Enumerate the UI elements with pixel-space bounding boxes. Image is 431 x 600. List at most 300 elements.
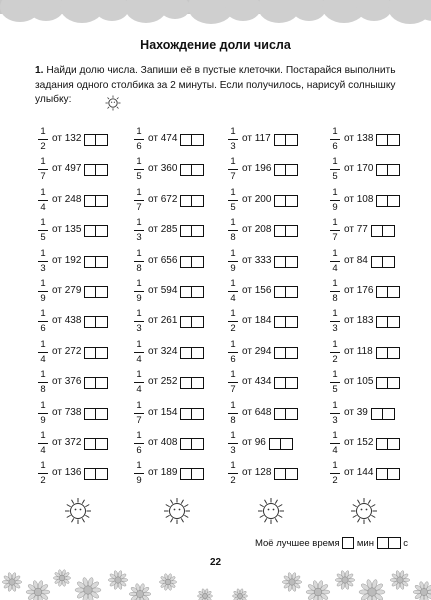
fraction-numerator: 1 bbox=[230, 126, 236, 137]
fraction-bar bbox=[134, 291, 144, 292]
answer-boxes[interactable] bbox=[274, 164, 298, 176]
fraction-numerator: 1 bbox=[136, 369, 142, 381]
answer-boxes[interactable] bbox=[180, 468, 204, 480]
fraction-bar bbox=[330, 139, 340, 140]
answer-boxes[interactable] bbox=[84, 468, 108, 480]
answer-boxes[interactable] bbox=[376, 195, 400, 207]
fraction-numerator: 1 bbox=[230, 156, 236, 168]
fraction-denominator: 5 bbox=[332, 171, 338, 183]
fraction-bar bbox=[330, 382, 340, 383]
answer-boxes[interactable] bbox=[180, 134, 204, 146]
fraction-numerator: 1 bbox=[40, 156, 46, 168]
fraction-bar bbox=[134, 261, 144, 262]
answer-boxes[interactable] bbox=[274, 408, 298, 420]
expression-text: от 184 bbox=[242, 315, 272, 327]
fraction-bar bbox=[330, 321, 340, 322]
best-time-label: Моё лучшее время bbox=[255, 537, 340, 549]
expression-text: от 272 bbox=[52, 345, 82, 357]
fraction-denominator: 5 bbox=[230, 201, 236, 213]
cloud bbox=[292, 0, 326, 21]
fraction bbox=[134, 309, 144, 334]
expression-text: от 372 bbox=[52, 437, 82, 448]
fraction-bar bbox=[330, 352, 340, 353]
expression-text: от 360 bbox=[148, 163, 178, 175]
answer-boxes[interactable] bbox=[274, 195, 298, 207]
fraction-numerator: 1 bbox=[230, 369, 236, 381]
fraction-denominator: 3 bbox=[332, 323, 338, 335]
expression-text: от 285 bbox=[148, 224, 178, 236]
fraction-bar bbox=[134, 321, 144, 322]
fraction-bar bbox=[134, 473, 144, 474]
fraction-denominator: 3 bbox=[230, 141, 236, 152]
fraction-bar bbox=[134, 413, 144, 414]
cloud bbox=[225, 0, 261, 21]
fraction-denominator: 3 bbox=[136, 232, 142, 244]
answer-boxes[interactable] bbox=[376, 164, 400, 176]
fraction-bar bbox=[330, 261, 340, 262]
fraction-denominator: 5 bbox=[332, 384, 338, 396]
expression-text: от 594 bbox=[148, 285, 178, 296]
expression-text: от 434 bbox=[242, 376, 272, 388]
fraction bbox=[330, 370, 340, 395]
answer-boxes[interactable] bbox=[376, 438, 400, 450]
answer-boxes[interactable] bbox=[376, 468, 400, 480]
expression-text: от 376 bbox=[52, 376, 82, 388]
minutes-box[interactable] bbox=[342, 537, 354, 549]
answer-boxes[interactable] bbox=[180, 286, 204, 298]
sun-icon[interactable] bbox=[163, 497, 191, 525]
answer-boxes[interactable] bbox=[371, 225, 395, 237]
task-text: Найди долю числа. Запиши её в пустые клеточки. Постарайся выполнить задания одного столбика за 2 минуты. Если получилось, нарисуй солнышку улыбку: bbox=[35, 65, 396, 105]
fraction-denominator: 9 bbox=[230, 262, 236, 274]
fraction-denominator: 8 bbox=[40, 384, 46, 396]
fraction bbox=[38, 431, 48, 456]
fraction-bar bbox=[330, 291, 340, 292]
fraction-bar bbox=[228, 169, 238, 170]
expression-text: от 208 bbox=[242, 224, 272, 236]
expression-text: от 738 bbox=[52, 406, 82, 418]
seconds-box[interactable] bbox=[377, 537, 401, 549]
answer-boxes[interactable] bbox=[376, 286, 400, 298]
answer-boxes[interactable] bbox=[84, 408, 108, 420]
fraction-denominator: 6 bbox=[40, 323, 46, 335]
fraction-denominator: 8 bbox=[230, 414, 236, 426]
fraction bbox=[228, 127, 238, 152]
expression-text: от 128 bbox=[242, 467, 272, 479]
fraction-bar bbox=[38, 200, 48, 201]
fraction-numerator: 1 bbox=[136, 247, 142, 259]
fraction bbox=[330, 401, 340, 426]
fraction bbox=[228, 461, 238, 486]
expression-text: от 117 bbox=[242, 133, 271, 144]
fraction-bar bbox=[228, 261, 238, 262]
answer-boxes[interactable] bbox=[274, 256, 298, 268]
fraction bbox=[38, 127, 48, 152]
expression-text: от 497 bbox=[52, 163, 82, 175]
expression-text: от 200 bbox=[242, 193, 272, 205]
fraction-denominator: 9 bbox=[40, 414, 46, 426]
fraction bbox=[38, 188, 48, 213]
fraction-numerator: 1 bbox=[230, 186, 236, 198]
fraction bbox=[134, 401, 144, 426]
fraction-numerator: 1 bbox=[230, 278, 236, 289]
answer-boxes[interactable] bbox=[274, 286, 298, 298]
fraction-denominator: 6 bbox=[230, 353, 236, 365]
expression-text: от 261 bbox=[148, 315, 178, 327]
fraction-bar bbox=[228, 413, 238, 414]
fraction bbox=[228, 309, 238, 334]
fraction-bar bbox=[330, 200, 340, 201]
expression-text: от 333 bbox=[242, 254, 272, 266]
fraction-bar bbox=[228, 321, 238, 322]
fraction-bar bbox=[228, 230, 238, 231]
fraction-numerator: 1 bbox=[40, 399, 46, 411]
expression-text: от 474 bbox=[148, 133, 178, 144]
fraction-bar bbox=[330, 443, 340, 444]
fraction-bar bbox=[228, 200, 238, 201]
fraction-denominator: 2 bbox=[332, 353, 338, 365]
fraction bbox=[330, 340, 340, 365]
fraction-numerator: 1 bbox=[136, 308, 142, 320]
expression-text: от 136 bbox=[52, 467, 82, 479]
fraction bbox=[38, 370, 48, 395]
answer-boxes[interactable] bbox=[180, 164, 204, 176]
page-title: Нахождение доли числа bbox=[140, 38, 291, 52]
sun-icon[interactable] bbox=[64, 497, 92, 525]
answer-boxes[interactable] bbox=[84, 256, 108, 268]
answer-boxes[interactable] bbox=[84, 225, 108, 237]
answer-boxes[interactable] bbox=[84, 347, 108, 359]
answer-boxes[interactable] bbox=[180, 225, 204, 237]
answer-boxes[interactable] bbox=[84, 286, 108, 298]
fraction-bar bbox=[38, 291, 48, 292]
fraction bbox=[38, 157, 48, 182]
fraction-numerator: 1 bbox=[40, 430, 46, 441]
fraction-numerator: 1 bbox=[40, 369, 46, 381]
fraction bbox=[38, 279, 48, 304]
answer-boxes[interactable] bbox=[376, 316, 400, 328]
fraction-denominator: 3 bbox=[230, 445, 236, 456]
fraction-numerator: 1 bbox=[136, 399, 142, 411]
fraction bbox=[228, 218, 238, 243]
fraction-denominator: 5 bbox=[40, 232, 46, 244]
fraction-bar bbox=[38, 230, 48, 231]
fraction-denominator: 3 bbox=[136, 323, 142, 335]
fraction-numerator: 1 bbox=[230, 430, 236, 441]
fraction-denominator: 2 bbox=[40, 141, 46, 152]
expression-text: от 132 bbox=[52, 133, 82, 144]
fraction bbox=[38, 461, 48, 486]
fraction-numerator: 1 bbox=[332, 369, 338, 381]
expression-text: от 144 bbox=[344, 467, 374, 479]
fraction-numerator: 1 bbox=[40, 126, 46, 137]
fraction-denominator: 7 bbox=[136, 201, 142, 213]
fraction-denominator: 4 bbox=[332, 445, 338, 456]
fraction-denominator: 6 bbox=[332, 141, 338, 152]
fraction-denominator: 6 bbox=[136, 445, 142, 456]
answer-boxes[interactable] bbox=[274, 347, 298, 359]
fraction-numerator: 1 bbox=[230, 217, 236, 229]
fraction-numerator: 1 bbox=[40, 308, 46, 320]
fraction-numerator: 1 bbox=[332, 217, 338, 229]
fraction-bar bbox=[134, 200, 144, 201]
fraction-bar bbox=[228, 473, 238, 474]
fraction bbox=[134, 188, 144, 213]
fraction-bar bbox=[330, 473, 340, 474]
expression-text: от 324 bbox=[148, 345, 178, 357]
fraction bbox=[330, 127, 340, 152]
fraction bbox=[134, 431, 144, 456]
fraction bbox=[134, 218, 144, 243]
expression-text: от 672 bbox=[148, 193, 178, 205]
sun-icon bbox=[105, 95, 121, 111]
fraction-denominator: 9 bbox=[40, 293, 46, 304]
fraction bbox=[228, 401, 238, 426]
fraction-denominator: 9 bbox=[332, 201, 338, 213]
fraction-bar bbox=[134, 443, 144, 444]
answer-boxes[interactable] bbox=[84, 164, 108, 176]
fraction-denominator: 4 bbox=[230, 293, 236, 304]
fraction-numerator: 1 bbox=[136, 126, 142, 137]
fraction-numerator: 1 bbox=[40, 186, 46, 198]
seconds-label: с bbox=[403, 537, 408, 549]
fraction-bar bbox=[134, 139, 144, 140]
expression-text: от 96 bbox=[242, 437, 266, 448]
answer-boxes[interactable] bbox=[274, 468, 298, 480]
fraction-numerator: 1 bbox=[40, 338, 46, 350]
fraction-bar bbox=[228, 291, 238, 292]
cloud-border bbox=[0, 0, 431, 34]
fraction-denominator: 2 bbox=[230, 475, 236, 487]
answer-boxes[interactable] bbox=[371, 408, 395, 420]
fraction bbox=[228, 340, 238, 365]
expression-text: от 105 bbox=[344, 376, 374, 388]
best-time bbox=[255, 537, 408, 549]
fraction-denominator: 4 bbox=[40, 353, 46, 365]
fraction-denominator: 8 bbox=[136, 262, 142, 274]
fraction-numerator: 1 bbox=[230, 399, 236, 411]
expression-text: от 248 bbox=[52, 193, 82, 205]
expression-text: от 438 bbox=[52, 315, 82, 327]
fraction-numerator: 1 bbox=[136, 338, 142, 350]
fraction-denominator: 8 bbox=[332, 293, 338, 304]
fraction-numerator: 1 bbox=[332, 308, 338, 320]
cloud bbox=[95, 0, 129, 21]
fraction-bar bbox=[38, 169, 48, 170]
expression-text: от 156 bbox=[242, 285, 272, 296]
fraction-numerator: 1 bbox=[332, 247, 338, 259]
fraction-bar bbox=[228, 139, 238, 140]
fraction bbox=[38, 401, 48, 426]
fraction-bar bbox=[134, 382, 144, 383]
fraction-numerator: 1 bbox=[40, 247, 46, 259]
expression-text: от 279 bbox=[52, 285, 82, 296]
fraction-numerator: 1 bbox=[136, 186, 142, 198]
fraction bbox=[228, 249, 238, 274]
answer-boxes[interactable] bbox=[180, 438, 204, 450]
fraction-denominator: 5 bbox=[136, 171, 142, 183]
expression-text: от 196 bbox=[242, 163, 272, 175]
expression-text: от 656 bbox=[148, 254, 178, 266]
fraction bbox=[330, 218, 340, 243]
answer-boxes[interactable] bbox=[84, 377, 108, 389]
expression-text: от 39 bbox=[344, 406, 368, 418]
fraction-bar bbox=[38, 139, 48, 140]
expression-text: от 183 bbox=[344, 315, 374, 327]
fraction-numerator: 1 bbox=[332, 186, 338, 198]
expression-text: от 84 bbox=[344, 254, 368, 266]
answer-boxes[interactable] bbox=[180, 347, 204, 359]
expression-text: от 294 bbox=[242, 345, 272, 357]
fraction bbox=[134, 127, 144, 152]
fraction bbox=[228, 188, 238, 213]
fraction-denominator: 4 bbox=[136, 353, 142, 365]
fraction-numerator: 1 bbox=[136, 278, 142, 289]
fraction-numerator: 1 bbox=[136, 430, 142, 441]
answer-boxes[interactable] bbox=[376, 134, 400, 146]
fraction-bar bbox=[38, 382, 48, 383]
expression-text: от 252 bbox=[148, 376, 178, 388]
expression-text: от 118 bbox=[344, 345, 373, 357]
fraction-numerator: 1 bbox=[230, 460, 236, 472]
answer-boxes[interactable] bbox=[274, 134, 298, 146]
fraction-denominator: 4 bbox=[136, 384, 142, 396]
fraction-bar bbox=[38, 261, 48, 262]
fraction-denominator: 7 bbox=[230, 171, 236, 183]
fraction-bar bbox=[228, 352, 238, 353]
fraction-denominator: 7 bbox=[40, 171, 46, 183]
expression-text: от 152 bbox=[344, 437, 374, 448]
fraction-numerator: 1 bbox=[136, 156, 142, 168]
fraction-denominator: 9 bbox=[136, 475, 142, 487]
fraction-numerator: 1 bbox=[332, 399, 338, 411]
fraction-bar bbox=[134, 169, 144, 170]
fraction-bar bbox=[228, 382, 238, 383]
answer-boxes[interactable] bbox=[274, 225, 298, 237]
fraction bbox=[134, 249, 144, 274]
expression-text: от 154 bbox=[148, 406, 178, 418]
expression-text: от 108 bbox=[344, 193, 374, 205]
fraction-denominator: 3 bbox=[332, 414, 338, 426]
fraction bbox=[330, 279, 340, 304]
expression-text: от 648 bbox=[242, 406, 272, 418]
fraction bbox=[134, 461, 144, 486]
sun-icon[interactable] bbox=[257, 497, 285, 525]
answer-boxes[interactable] bbox=[269, 438, 293, 450]
fraction-denominator: 8 bbox=[230, 232, 236, 244]
page-number: 22 bbox=[209, 557, 222, 568]
fraction bbox=[228, 370, 238, 395]
fraction-bar bbox=[330, 169, 340, 170]
answer-boxes[interactable] bbox=[274, 377, 298, 389]
fraction bbox=[330, 188, 340, 213]
fraction-bar bbox=[330, 413, 340, 414]
answer-boxes[interactable] bbox=[180, 316, 204, 328]
fraction-bar bbox=[38, 321, 48, 322]
answer-boxes[interactable] bbox=[180, 377, 204, 389]
expression-text: от 408 bbox=[148, 437, 178, 448]
fraction bbox=[228, 431, 238, 456]
fraction-numerator: 1 bbox=[230, 338, 236, 350]
fraction-denominator: 4 bbox=[332, 262, 338, 274]
fraction bbox=[38, 309, 48, 334]
answer-boxes[interactable] bbox=[376, 347, 400, 359]
fraction bbox=[330, 461, 340, 486]
answer-boxes[interactable] bbox=[274, 316, 298, 328]
fraction-bar bbox=[38, 352, 48, 353]
fraction bbox=[38, 249, 48, 274]
fraction-denominator: 7 bbox=[230, 384, 236, 396]
answer-boxes[interactable] bbox=[371, 256, 395, 268]
cloud bbox=[356, 0, 392, 21]
answer-boxes[interactable] bbox=[84, 438, 108, 450]
fraction-numerator: 1 bbox=[332, 460, 338, 472]
fraction-numerator: 1 bbox=[136, 217, 142, 229]
fraction-denominator: 3 bbox=[40, 262, 46, 274]
fraction-numerator: 1 bbox=[40, 217, 46, 229]
fraction-numerator: 1 bbox=[332, 338, 338, 350]
fraction bbox=[38, 340, 48, 365]
fraction-denominator: 6 bbox=[136, 141, 142, 152]
fraction-bar bbox=[134, 352, 144, 353]
expression-text: от 135 bbox=[52, 224, 82, 236]
minutes-label: мин bbox=[356, 537, 374, 549]
fraction bbox=[330, 157, 340, 182]
sun-icon[interactable] bbox=[350, 497, 378, 525]
fraction-bar bbox=[38, 413, 48, 414]
fraction-numerator: 1 bbox=[332, 156, 338, 168]
answer-boxes[interactable] bbox=[376, 377, 400, 389]
answer-boxes[interactable] bbox=[180, 408, 204, 420]
fraction bbox=[38, 218, 48, 243]
answer-boxes[interactable] bbox=[180, 195, 204, 207]
fraction bbox=[134, 157, 144, 182]
answer-boxes[interactable] bbox=[84, 316, 108, 328]
fraction bbox=[330, 309, 340, 334]
fraction-numerator: 1 bbox=[332, 126, 338, 137]
fraction-bar bbox=[228, 443, 238, 444]
answer-boxes[interactable] bbox=[84, 195, 108, 207]
task-number: 1. bbox=[35, 65, 44, 76]
fraction-denominator: 9 bbox=[136, 293, 142, 304]
answer-boxes[interactable] bbox=[180, 256, 204, 268]
fraction-bar bbox=[134, 230, 144, 231]
cloud bbox=[160, 0, 190, 19]
fraction-denominator: 7 bbox=[332, 232, 338, 244]
expression-text: от 138 bbox=[344, 133, 374, 144]
fraction-denominator: 2 bbox=[230, 323, 236, 335]
expression-text: от 176 bbox=[344, 285, 374, 296]
fraction-numerator: 1 bbox=[332, 430, 338, 441]
fraction bbox=[134, 279, 144, 304]
fraction-denominator: 2 bbox=[40, 475, 46, 487]
fraction bbox=[134, 370, 144, 395]
fraction-numerator: 1 bbox=[230, 247, 236, 259]
fraction-denominator: 4 bbox=[40, 445, 46, 456]
fraction-bar bbox=[38, 443, 48, 444]
expression-text: от 77 bbox=[344, 224, 368, 236]
fraction bbox=[228, 279, 238, 304]
task-instructions bbox=[35, 64, 407, 108]
fraction-bar bbox=[38, 473, 48, 474]
fraction-denominator: 7 bbox=[136, 414, 142, 426]
fraction-numerator: 1 bbox=[230, 308, 236, 320]
expression-text: от 170 bbox=[344, 163, 374, 175]
answer-boxes[interactable] bbox=[84, 134, 108, 146]
fraction-numerator: 1 bbox=[332, 278, 338, 289]
fraction-bar bbox=[330, 230, 340, 231]
fraction bbox=[228, 157, 238, 182]
